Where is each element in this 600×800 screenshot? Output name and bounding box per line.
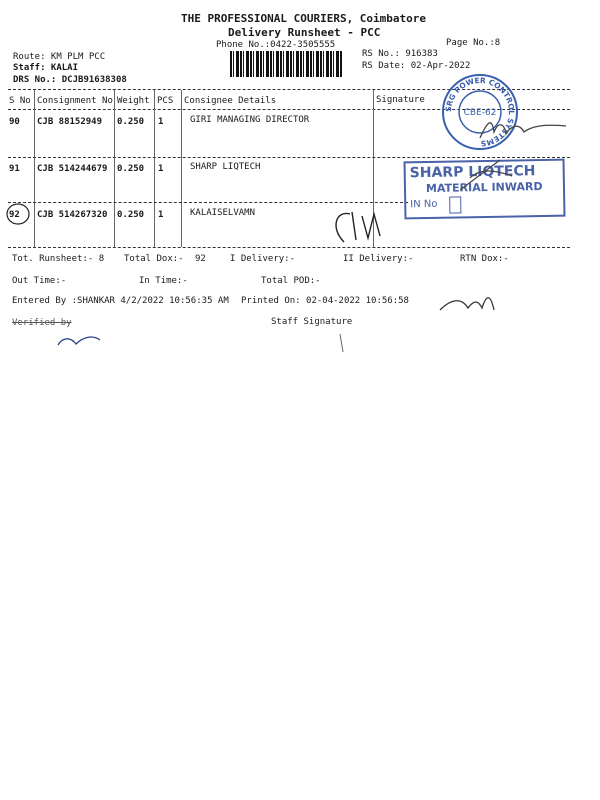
stamp-company: SHARP LIQTECH [409,163,536,182]
col-weight: Weight [117,96,150,106]
staff-signature [440,298,494,310]
signature-row2 [460,160,512,190]
row-weight: 0.250 [117,164,145,174]
page-number: Page No.:8 [446,38,501,48]
row-consignee: GIRI MANAGING DIRECTOR [190,115,310,125]
row-consignee: KALAISELVAMN [190,208,256,218]
out-time: Out Time:- [12,276,67,286]
phone-number: Phone No.:0422-3505555 [216,40,336,50]
route-label: Route: KM PLM PCC [13,52,106,62]
total-runsheet: Tot. Runsheet:- 8 [12,254,105,264]
row-consignment: CJB 514267320 [37,210,108,220]
svg-text:SRG POWER CONTROL SYSTEMS: SRG POWER CONTROL SYSTEMS [443,75,517,149]
total-dox-value: 92 [195,254,206,264]
in-time: In Time:- [139,276,188,286]
signature-row1 [480,123,566,138]
ii-delivery: II Delivery:- [343,254,414,264]
col-consignment: Consignment No [37,96,113,106]
row-sno: 91 [9,164,20,174]
rs-date: RS Date: 02-Apr-2022 [362,61,471,71]
company-title: THE PROFESSIONAL COURIERS, Coimbatore [181,12,427,25]
document-title: Delivery Runsheet - PCC [228,26,381,39]
row-weight: 0.250 [117,210,145,220]
circled-mark [7,204,29,224]
row-consignee: SHARP LIQTECH [190,162,261,172]
col-pcs: PCS [157,96,174,106]
signature-row3 [336,212,380,242]
entered-by: Entered By :SHANKAR 4/2/2022 10:56:35 AM [12,296,229,306]
stamp-in-no: IN No [410,198,438,211]
row-sno: 92 [9,210,20,220]
row-consignment: CJB 514244679 [37,164,108,174]
col-signature: Signature [376,95,425,105]
rs-number: RS No.: 916383 [362,49,438,59]
row-pcs: 1 [158,210,164,220]
col-sno: S No [9,96,31,106]
total-dox-label: Total Dox:- [124,254,184,264]
col-consignee: Consignee Details [184,96,277,106]
row-pcs: 1 [158,164,164,174]
staff-signature-label: Staff Signature [271,317,353,327]
verified-by: Verified by [12,318,72,328]
total-pod: Total POD:- [261,276,321,286]
verified-signature [58,337,100,345]
stamp-inward: MATERIAL INWARD [425,179,543,196]
row-consignment: CJB 88152949 [37,117,103,127]
svg-text:CBE-62: CBE-62 [463,108,497,118]
drs-number: DRS No.: DCJB91638308 [13,75,127,85]
row-weight: 0.250 [117,117,145,127]
row-sno: 90 [9,117,20,127]
i-delivery: I Delivery:- [230,254,296,264]
rtn-dox: RTN Dox:- [460,254,509,264]
row-pcs: 1 [158,117,164,127]
staff-label: Staff: KALAI [13,63,79,73]
printed-on: Printed On: 02-04-2022 10:56:58 [241,296,409,306]
